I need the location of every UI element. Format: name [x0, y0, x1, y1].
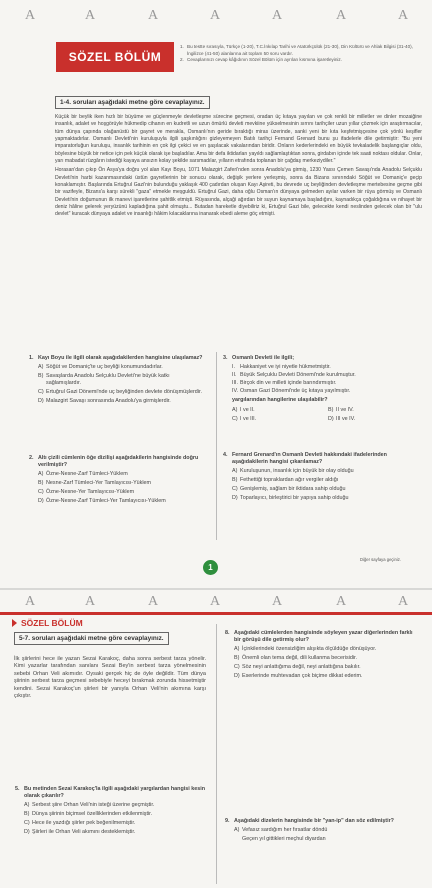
question-number: 9.	[225, 818, 230, 824]
answer-option-c[interactable]: C) Söz neyi anlattığıma değil, neyi anlattığına bakılır.	[234, 664, 361, 671]
exam-page-2	[0, 590, 432, 888]
section-header	[12, 618, 83, 628]
answer-option-b[interactable]: B) II ve IV.	[328, 406, 354, 413]
answer-option-a[interactable]: A) Serbest şiire Orhan Veli'nin isteği üzerine geçmiştir.	[24, 802, 155, 809]
question-number: 5.	[15, 786, 20, 792]
question-stem-continued: yargılarından hangilerine ulaşılabilir?	[232, 397, 328, 404]
page-number-badge: 1	[203, 560, 218, 575]
answer-option-b[interactable]: B) Önemli olan tema değil, dili kullanma becerisidir.	[234, 655, 358, 662]
statement-iv: IV. Osman Gazi Dönemi'nde üç kıtaya yayılmıştır.	[232, 388, 351, 395]
statement-i: I. Hakkaniyet ve iyi niyetle hükmetmiştir.	[232, 364, 331, 371]
triangle-marker-icon	[12, 619, 17, 627]
question-stem: Aşağıdaki dizelerin hangisinde bir "yan-ip" dan söz edilmiştir?	[234, 818, 394, 824]
booklet-letter: A	[85, 594, 96, 609]
question-stem: Altı çizili cümlenin öğe dizilişi aşağıdakilerin hangisinde doğru verilmiştir?	[38, 455, 199, 469]
section-header: SÖZEL BÖLÜM	[56, 42, 174, 72]
reading-passage: İlk şiirlerini hece ile yazan Sezai Karakoç, daha sonra serbest tarza yönelir. Kimi yazarlar tarafından sanılanı Sezai Bey'in serbest tarza yönelmesinin sebebi Orhan Veli akımıdır. Oysaki gerçek hiç de öyle değildir. Tüm dünya şiirinin serbest tarza geçmesi sebebiyle heceyi bırakmak zorunda hissetmiştir kendini. Sezai Karakoç'un şiirleri bir yanıyla Orhan Veli'nin akımına karşı çıkıştır.	[14, 656, 206, 700]
booklet-letter: A	[336, 594, 347, 609]
booklet-letter: A	[85, 8, 96, 23]
answer-option-d[interactable]: D) Özne-Nesne-Zarf Tümleci-Yer Tamlayıcısı-Yüklem	[38, 498, 166, 505]
question-stem: Aşağıdaki cümlelerden hangisinde söyleyen yazar diğerlerinden farklı bir görüşü dile getirmiş olur?	[234, 630, 413, 644]
answer-option-a[interactable]: A) Vefasız sardığım her fırsatlar döndü	[234, 827, 328, 834]
booklet-letter: A	[272, 8, 283, 23]
column-divider	[216, 624, 217, 884]
question-1	[29, 355, 206, 408]
question-3	[223, 355, 416, 425]
question-2	[29, 455, 206, 508]
booklet-letter: A	[148, 594, 159, 609]
question-group-instruction: 1-4. soruları aşağıdaki metne göre cevaplayınız.	[55, 96, 210, 109]
booklet-letter: A	[148, 8, 159, 23]
answer-option-c[interactable]: C) Hece ile yazdığı şiirler pek beğenilmemiştir.	[24, 820, 136, 827]
question-5	[15, 786, 208, 839]
column-divider	[216, 352, 217, 540]
answer-option-a-continued: Geçen yıl gittikleri meçhul diyardan	[242, 836, 326, 843]
booklet-letter: A	[398, 8, 409, 23]
question-stem: Osmanlı Devleti ile ilgili;	[232, 355, 295, 361]
question-8	[225, 630, 418, 683]
passage-paragraph: Horasan'dan çıkıp Ön Asya'ya doğru yol alan Kayı Boyu, 1071 Malazgirt Zaferi'nden sonra Anadolu'ya girmiş, 1230 Yassı Çemen Savaşı'nda Anadolu Selçuklu Devleti'nin harbi kazanmasındaki üstün gayretlerinin bir sonucu olarak, değişik yerlere yerleşmiş, sonra da Bizans sınırındaki Söğüt ve Domaniç'e geçip konaklamıştır. Başlarında Ertuğrul Gazi'nin bulunduğu yaklaşık 400 çadırdan oluşan Kayı Aşireti, bu devrede uç beyliğinden devletleşme mertebesine geçme gibi bir vazifeyle, Bizans'a karşı sürekli "gaza" etmekle meşguldü. Ertuğrul Gazi, daha oğlu Osman'ın dünyaya gelmeden ayılar varken bir rüya görmüş ve Osmanlı Devleti'nin doğumunun ilk manevi işaretlerine şahitlik etmişti. Rüyasında, alçaği ağırdan bir suyun kaynamaya başladığını, kaynadıkça çoğaldığına ve nihayet bir deniz hâline gelerek yeryüzünü kapladığına şahit olmuştu... Butadan hareketle diyebiliriz ki, Ertuğrul Gazi bile, gelecekte kendi neslinden gelecek olan bir "ulu devlet" kuracak dünyaya adalet ve insanlığı hâkim kılacaklarına inanarak ebedi aleme göç etmişti.	[55, 167, 422, 218]
answer-option-a[interactable]: A) Kuruluşunun, insanlık için büyük bir olay olduğu	[232, 468, 354, 475]
answer-option-c[interactable]: C) Genişlemiş, sağlam bir iktidara sahip olduğu	[232, 486, 346, 493]
answer-option-c[interactable]: C) Ertuğrul Gazi Dönemi'nde uç beyliğinden devlete dönüşmüşlerdir.	[38, 389, 202, 396]
header-bar	[0, 612, 432, 615]
booklet-letter: A	[336, 8, 347, 23]
question-number: 1.	[29, 355, 34, 361]
answer-option-d[interactable]: D) Şiirleri ile Orhan Veli akımını desteklemiştir.	[24, 829, 136, 836]
answer-option-c[interactable]: C) I ve III.	[232, 415, 257, 422]
question-number: 2.	[29, 455, 34, 461]
question-4	[223, 452, 416, 505]
reading-passage	[55, 114, 422, 221]
section-header-label: SÖZEL BÖLÜM	[21, 618, 83, 628]
question-stem: Bu metinden Sezai Karakoç'la ilgili aşağıdaki yargılardan hangisi kesin olarak çıkarılır?	[24, 786, 206, 800]
booklet-letter: A	[25, 8, 36, 23]
header-notes	[180, 44, 418, 64]
question-number: 8.	[225, 630, 230, 636]
answer-option-b[interactable]: B) Savaşlarda Anadolu Selçuklu Devleti'ne büyük katkı sağlamışlardır.	[38, 373, 170, 387]
answer-option-d[interactable]: D) Toparlayıcı, birleştirici bir yapıya sahip olduğu	[232, 495, 349, 502]
question-stem: Fernard Grenard'ın Osmanlı Devleti hakkındaki ifadelerinden aşağıdakilerin hangisi çıkarılamaz?	[232, 452, 387, 466]
header-note: 1. Bu testte sırasıyla, Türkçe (1-20), T.C.İnkılap Tarihi ve Atatürkçülük (21-30), Din Kültürü ve Ahlak Bilgisi (31-40), İngilizce (41-50) alanlarına ait toplam 50 soru vardır.	[180, 44, 413, 56]
booklet-letters	[0, 594, 432, 614]
booklet-letter: A	[272, 594, 283, 609]
answer-option-d[interactable]: D) Malazgirt Savaşı sonrasında Anadolu'ya girmişlerdir.	[38, 398, 171, 405]
answer-option-d[interactable]: D) Eserlerinde muhtevadan çok biçime dikkat ederim.	[234, 673, 363, 680]
answer-option-a[interactable]: A) İçinkilerindeki özensizliğim alışıkta ölçüldüğe dönüşüyor.	[234, 646, 377, 653]
answer-option-d[interactable]: D) III ve IV.	[328, 415, 356, 422]
answer-option-b[interactable]: B) Dünya şiirinin biçimsel özelliklerinden etkilenmiştir.	[24, 811, 153, 818]
question-number: 4.	[223, 452, 228, 458]
passage-paragraph: Küçük bir beylik iken hızlı bir büyüme ve güçlenmeyle devletleşme sürecine geçmesi, oradan üç kıtaya yayılan ve çok renkli bir milletler ve dinler mozaiğine insanlık, adalet ve hoşgörüyle hükmedip cihanın en kudretli ve uzun ömürlü devleti mevkiine yükselmesinin sırrını tarihçiler uzun yıllar çözmek için araştırmacılar, tüm dünya çapında olağanüstü bir gayret ve merakla, Osmanlı'nın geride bıraktığı miras üzerinde, sanki yeni bir kıta keşfetmişçesine çok yönlü keşifler yapmaktadırlar. Osmanlı Devleti'nin kuruluşuyla ilgili şaşkınlığını gizleyemeyen Batılı tarihçi Fernand Grenard bunu şu ifadelerle dile getirmiştir: "Bu yeni imparatorluğun kuruluşu, insanlık tarihinin en çok ilgi çekici ve en şaşılacak vakalarından biridir. Onların kederlerindeki en büyük tevkaladelik başlangıçlar oldu, böylesine büyük bir netice için pek küçük olarak işe başladılar. Ama bir defa iktidarları yayıldı sağlamlaştıktan sonra, girdabın içinde tek saati noktası oldular. Onlar, yarı mabadat rüzgârın istediği kayaya ansızın kolay şekilde sarsmadılar, yılların etrafında toplanan bir çağdaş merkeziydiler."	[55, 114, 422, 165]
question-group-instruction: 5-7. soruları aşağıdaki metne göre cevaplayınız.	[14, 632, 169, 645]
booklet-letters	[0, 8, 432, 28]
question-stem: Kayı Boyu ile ilgili olarak aşağıdakilerden hangisine ulaşılamaz?	[38, 355, 203, 361]
answer-options	[232, 407, 416, 425]
header-note: 2. Cevaplarınızı cevap kâğıdının Sözel Bölüm için ayrılan kısmına işaretleyiniz.	[180, 57, 342, 62]
answer-option-b[interactable]: B) Nesne-Zarf Tümleci-Yer Tamlayıcısı-Yüklem	[38, 480, 152, 487]
booklet-letter: A	[25, 594, 36, 609]
statement-ii: II. Büyük Selçuklu Devleti Dönemi'nde kurulmuştur.	[232, 372, 356, 379]
question-number: 3.	[223, 355, 228, 361]
answer-option-a[interactable]: A) Söğüt ve Domaniç'te uç beyliği konumundadırlar.	[38, 364, 163, 371]
next-page-note: Diğer sayfaya geçiniz.	[360, 557, 401, 562]
booklet-letter: A	[210, 594, 221, 609]
booklet-letter: A	[210, 8, 221, 23]
answer-option-c[interactable]: C) Özne-Nesne-Yer Tamlayıcısı-Yüklem	[38, 489, 135, 496]
question-9	[225, 818, 418, 845]
booklet-letter: A	[398, 594, 409, 609]
answer-option-b[interactable]: B) Fethettiği topraklardan ağır vergiler aldığı	[232, 477, 339, 484]
statement-iii: III. Birçok din ve milleti içinde barındırmıştır.	[232, 380, 337, 387]
answer-option-a[interactable]: A) Özne-Nesne-Zarf Tümleci-Yüklem	[38, 471, 128, 478]
answer-option-a[interactable]: A) I ve II.	[232, 406, 255, 413]
